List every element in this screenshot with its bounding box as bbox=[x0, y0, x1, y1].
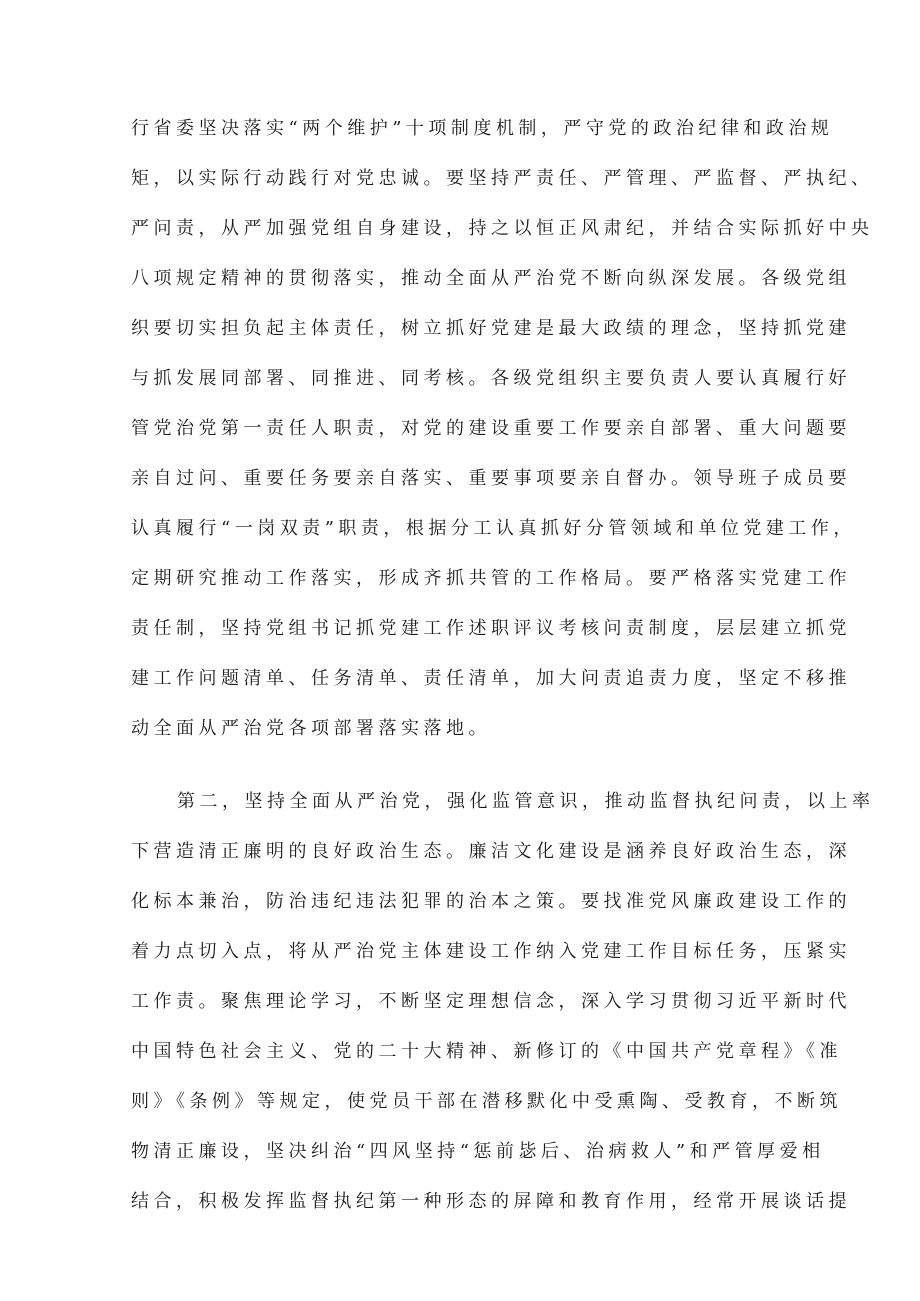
paragraph-2-line-9: 结合，积极发挥监督执纪第一种形态的屏障和教育作用，经常开展谈话提 bbox=[131, 1191, 851, 1212]
paragraph-2-line-7: 则》《条例》等规定，使党员干部在潜移默化中受熏陶、受教育，不断筑 bbox=[131, 1091, 842, 1112]
paragraph-2-line-6: 中国特色社会主义、党的二十大精神、新修订的《中国共产党章程》《准 bbox=[131, 1041, 842, 1062]
paragraph-1-line-7: 管党治党第一责任人职责，对党的建设重要工作要亲自部署、重大问题要 bbox=[131, 418, 851, 439]
paragraph-1-line-11: 责任制，坚持党组书记抓党建工作述职评议考核问责制度，层层建立抓党 bbox=[131, 618, 851, 639]
paragraph-1-line-1: 行省委坚决落实“两个维护”十项制度机制，严守党的政治纪律和政治规 bbox=[131, 118, 834, 139]
paragraph-2-line-3: 化标本兼治，防治违纪违法犯罪的治本之策。要找准党风廉政建设工作的 bbox=[131, 891, 851, 912]
paragraph-1-line-9: 认真履行“一岗双责”职责，根据分工认真抓好分管领域和单位党建工作， bbox=[131, 518, 856, 539]
paragraph-1-line-8: 亲自过问、重要任务要亲自落实、重要事项要亲自督办。领导班子成员要 bbox=[131, 468, 851, 489]
paragraph-2-line-4: 着力点切入点，将从严治党主体建设工作纳入党建工作目标任务，压紧实 bbox=[131, 941, 851, 962]
paragraph-2-line-1: 第二，坚持全面从严治党，强化监管意识，推动监督执纪问责，以上率 bbox=[177, 791, 875, 812]
paragraph-1-line-10: 定期研究推动工作落实，形成齐抓共管的工作格局。要严格落实党建工作 bbox=[131, 568, 851, 589]
paragraph-1-line-2: 矩，以实际行动践行对党忠诚。要坚持严责任、严管理、严监督、严执纪、 bbox=[131, 168, 874, 189]
paragraph-2-line-5: 工作责。聚焦理论学习，不断坚定理想信念，深入学习贯彻习近平新时代 bbox=[131, 991, 851, 1012]
paragraph-2-line-2: 下营造清正廉明的良好政治生态。廉洁文化建设是涵养良好政治生态，深 bbox=[131, 841, 851, 862]
paragraph-1-line-5: 织要切实担负起主体责任，树立抓好党建是最大政绩的理念，坚持抓党建 bbox=[131, 318, 851, 339]
paragraph-1-line-3: 严问责，从严加强党组自身建设，持之以恒正风肃纪，并结合实际抓好中央 bbox=[131, 218, 874, 239]
paragraph-2-line-8: 物清正廉设，坚决纠治“四风坚持“惩前毖后、治病救人”和严管厚爱相 bbox=[131, 1141, 825, 1162]
paragraph-1-line-13: 动全面从严治党各项部署落实落地。 bbox=[131, 718, 491, 739]
paragraph-1-line-12: 建工作问题清单、任务清单、责任清单，加大问责追责力度，坚定不移推 bbox=[131, 668, 851, 689]
paragraph-1-line-6: 与抓发展同部署、同推进、同考核。各级党组织主要负责人要认真履行好 bbox=[131, 368, 851, 389]
paragraph-1-line-4: 八项规定精神的贯彻落实，推动全面从严治党不断向纵深发展。各级党组 bbox=[131, 268, 851, 289]
